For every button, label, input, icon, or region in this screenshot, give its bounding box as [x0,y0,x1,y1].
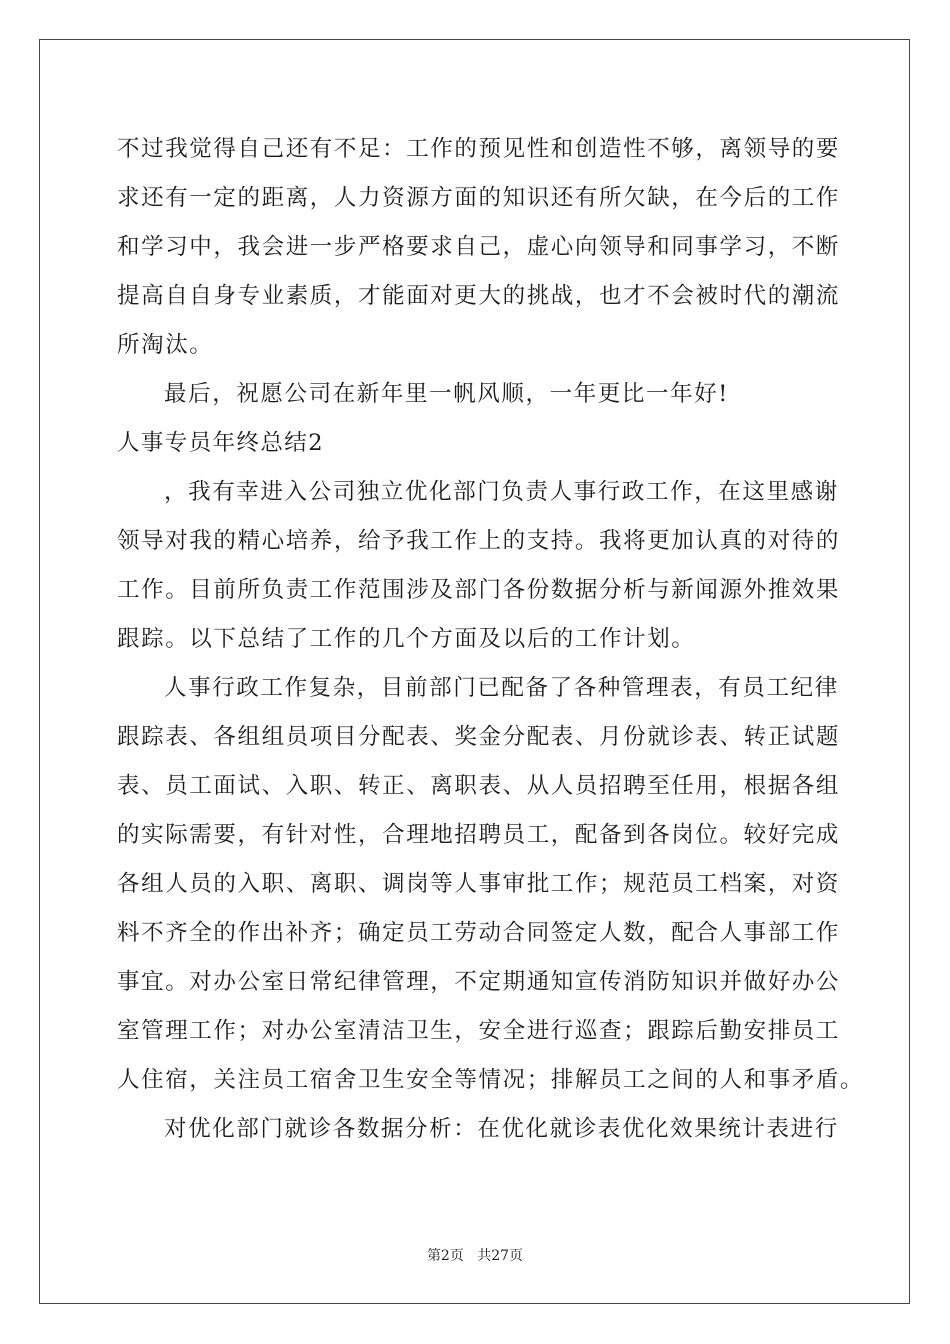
text-line: 事宜。对办公室日常纪律管理，不定期通知宣传消防知识并做好办公 [117,969,841,995]
text-line: 工作。目前所负责工作范围涉及部门各份数据分析与新闻源外推效果 [117,577,841,603]
section-title: 人事专员年终总结2 [117,430,324,456]
text-line: 最后，祝愿公司在新年里一帆风顺，一年更比一年好! [164,381,729,407]
text-line: 求还有一定的距离，人力资源方面的知识还有所欠缺，在今后的工作 [117,185,841,211]
text-line: 跟踪。以下总结了工作的几个方面及以后的工作计划。 [117,626,696,652]
paragraph-5 [117,1105,837,1154]
text-line: 料不齐全的作出补齐；确定员工劳动合同签定人数，配合人事部工作 [117,920,841,946]
paragraph-4 [117,664,865,1105]
page-footer [0,1245,950,1265]
text-line: 对优化部门就诊各数据分析：在优化就诊表优化效果统计表进行 [164,1116,839,1142]
section-heading [117,419,837,468]
page-total: 共27页 [477,1248,524,1264]
text-line: 和学习中，我会进一步严格要求自己，虚心向领导和同事学习，不断 [117,234,841,260]
text-line: 不过我觉得自己还有不足：工作的预见性和创造性不够，离领导的要 [117,136,841,162]
text-line: 的实际需要，有针对性，合理地招聘员工，配备到各岗位。较好完成 [117,822,841,848]
text-line: 人住宿，关注员工宿舍卫生安全等情况；排解员工之间的人和事矛盾。 [117,1067,865,1093]
document-body [117,125,865,1154]
paragraph-3 [117,468,841,664]
text-line: 提高自自身专业素质，才能面对更大的挑战，也才不会被时代的潮流 [117,283,841,309]
text-line: 领导对我的精心培养，给予我工作上的支持。我将更加认真的对待的 [117,528,841,554]
page-number: 第2页 [426,1248,464,1264]
text-line: 表、员工面试、入职、转正、离职表、从人员招聘至任用，根据各组 [117,773,841,799]
text-line: 所淘汰。 [117,332,214,358]
text-line: 跟踪表、各组组员项目分配表、奖金分配表、月份就诊表、转正试题 [117,724,841,750]
text-line: 室管理工作；对办公室清洁卫生，安全进行巡查；跟踪后勤安排员工 [117,1018,841,1044]
paragraph-1 [117,125,841,370]
paragraph-2 [117,370,837,419]
text-line: 各组人员的入职、离职、调岗等人事审批工作；规范员工档案，对资 [117,871,841,897]
text-line: 人事行政工作复杂，目前部门已配备了各种管理表，有员工纪律 [164,675,839,701]
text-line: ，我有幸进入公司独立优化部门负责人事行政工作，在这里感谢 [164,479,839,505]
